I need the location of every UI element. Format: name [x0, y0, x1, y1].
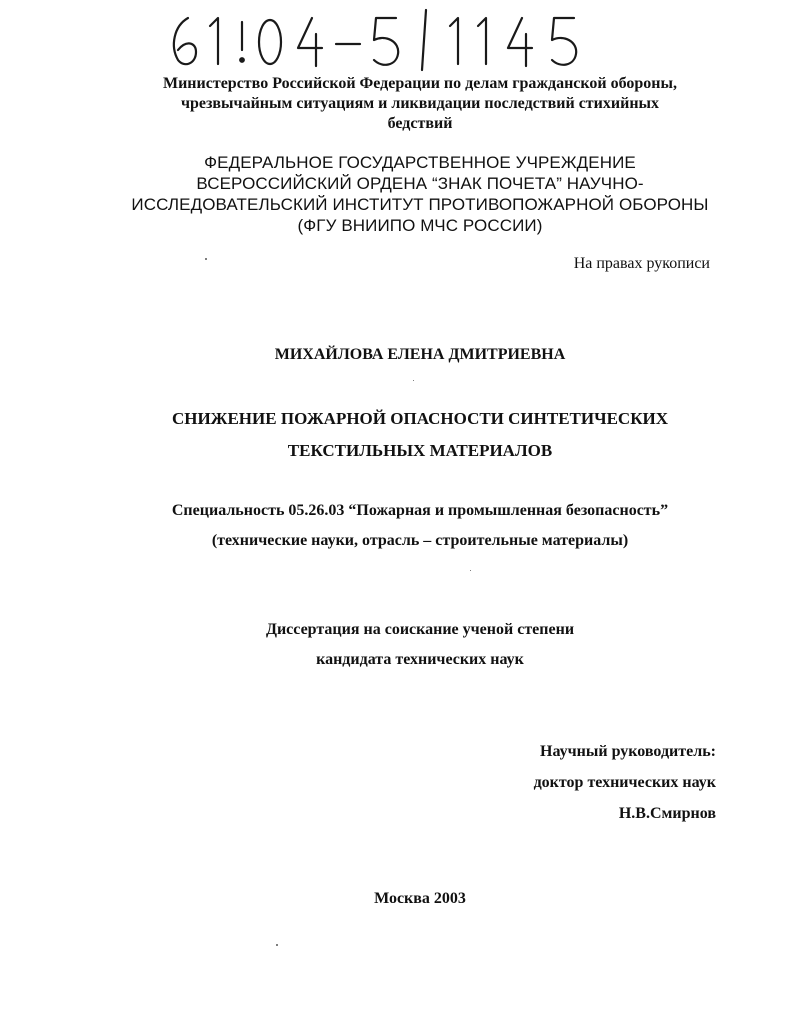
scan-speck: [470, 570, 471, 571]
specialty-line-1: Специальность 05.26.03 “Пожарная и промышленная безопасность”: [171, 502, 669, 519]
ministry-line-1: Министерство Российской Федерации по делам гражданской обороны,: [162, 75, 678, 92]
supervisor-block: [460, 736, 716, 829]
institution-line-1: ФЕДЕРАЛЬНОЕ ГОСУДАРСТВЕННОЕ УЧРЕЖДЕНИЕ: [204, 153, 636, 172]
scan-speck: [205, 258, 207, 260]
title-line-2: ТЕКСТИЛЬНЫХ МАТЕРИАЛОВ: [287, 441, 553, 460]
specialty-line-2: (технические науки, отрасль – строительные материалы): [211, 532, 629, 549]
institution-line-4: (ФГУ ВНИИПО МЧС РОССИИ): [297, 216, 543, 235]
supervisor-name: Н.В.Смирнов: [618, 805, 716, 822]
handwritten-catalog-number: [160, 4, 630, 74]
specialty-info: [100, 496, 740, 556]
city-year: Москва 2003: [374, 890, 466, 907]
scan-speck: [276, 944, 278, 946]
degree-info: [150, 615, 690, 675]
title-line-1: СНИЖЕНИЕ ПОЖАРНОЙ ОПАСНОСТИ СИНТЕТИЧЕСКИХ: [171, 409, 669, 428]
dissertation-title: [110, 403, 730, 467]
ministry-header: [110, 74, 730, 134]
degree-line-1: Диссертация на соискание ученой степени: [265, 621, 575, 638]
ministry-line-2: чрезвычайным ситуациям и ликвидации последствий стихийных: [180, 95, 660, 112]
institution-line-2: ВСЕРОССИЙСКИЙ ОРДЕНА “ЗНАК ПОЧЕТА” НАУЧНО-: [196, 174, 644, 193]
degree-line-2: кандидата технических наук: [316, 651, 524, 668]
scan-speck: [413, 380, 414, 381]
ministry-line-3: бедствий: [387, 115, 453, 132]
author-name: МИХАЙЛОВА ЕЛЕНА ДМИТРИЕВНА: [274, 346, 566, 363]
supervisor-rank: доктор технических наук: [533, 774, 716, 791]
manuscript-rights-note: На правах рукописи: [573, 255, 710, 272]
supervisor-label: Научный руководитель:: [540, 743, 716, 760]
institution-line-3: ИССЛЕДОВАТЕЛЬСКИЙ ИНСТИТУТ ПРОТИВОПОЖАРНОЙ ОБОРОНЫ: [131, 195, 709, 214]
institution-header: [110, 152, 730, 236]
